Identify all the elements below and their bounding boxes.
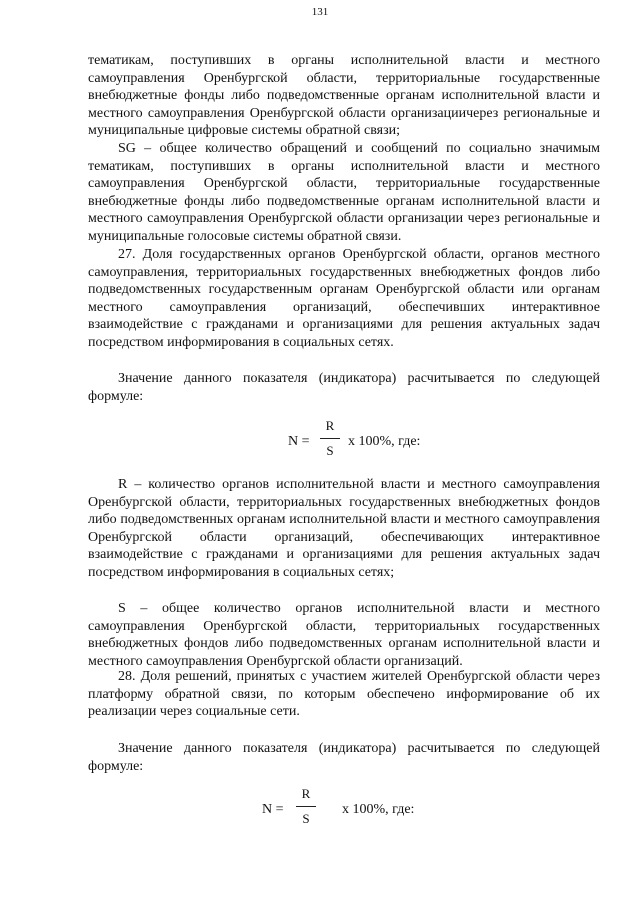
formula-2-denominator: S	[302, 811, 310, 826]
formula-2-fraction	[294, 786, 318, 827]
page-number: 131	[311, 6, 329, 18]
formula-1-rhs: x 100%, где:	[348, 434, 421, 449]
paragraph-item-27: 27. Доля государственных органов Оренбургской области, органов местного самоуправления, территориальных государственных внебюджетных фондов либо подведомственных государственным органам Оренбургской области или органам местного самоуправления организаций, обеспечивших интерактивное взаимодействие с гражданами и организациями для решения актуальных задач посредством информирования в социальных сетях.	[88, 247, 600, 350]
formula-2-rhs: x 100%, где:	[342, 802, 415, 817]
fraction-bar	[320, 438, 340, 439]
formula-1-numerator: R	[325, 418, 335, 433]
formula-1-denominator: S	[326, 443, 334, 458]
formula-2-lhs: N =	[262, 802, 284, 817]
paragraph-continuation: тематикам, поступивших в органы исполнительной власти и местного самоуправления Оренбургской области, территориальные государственные внебюджетные фонды либо подведомственные органам исполнительной власти и местного самоуправления Оренбургской области организациичерез региональные и муниципальные цифровые системы обратной связи;	[88, 53, 600, 139]
formula-2-numerator: R	[301, 786, 311, 801]
paragraph-item-28: 28. Доля решений, принятых с участием жителей Оренбургской области через платформу обратной связи, по которым обеспечено информирование об их реализации через социальные сети.	[88, 669, 600, 720]
formula-1-lhs: N =	[288, 434, 310, 449]
paragraph-s-definition: S – общее количество органов исполнительной власти и местного самоуправления Оренбургской области, территориальных государственных внебюджетных фондов либо подведомственных органам исполнительной власти и местного самоуправления Оренбургской области организаций.	[88, 601, 600, 669]
formula-1-fraction	[318, 418, 342, 459]
paragraph-formula-intro-2: Значение данного показателя (индикатора) расчитывается по следующей формуле:	[88, 741, 600, 774]
paragraph-formula-intro-1: Значение данного показателя (индикатора) расчитывается по следующей формуле:	[88, 371, 600, 404]
paragraph-r-definition: R – количество органов исполнительной власти и местного самоуправления Оренбургской области, территориальных государственных внебюджетных фондов либо подведомственных органам исполнительной власти и местного самоуправления Оренбургской области организаций, обеспечивающих интерактивное взаимодействие с гражданами и организациями для решения актуальных задач посредством информирования в социальных сетях;	[88, 477, 600, 580]
fraction-bar	[296, 806, 316, 807]
paragraph-sg-definition: SG – общее количество обращений и сообщений по социально значимым тематикам, поступивших в органы исполнительной власти и местного самоуправления Оренбургской области, территориальные государственные внебюджетные фонды либо подведомственные органам исполнительной власти и местного самоуправления Оренбургской области организации через региональные и муниципальные голосовые системы обратной связи.	[88, 141, 600, 244]
